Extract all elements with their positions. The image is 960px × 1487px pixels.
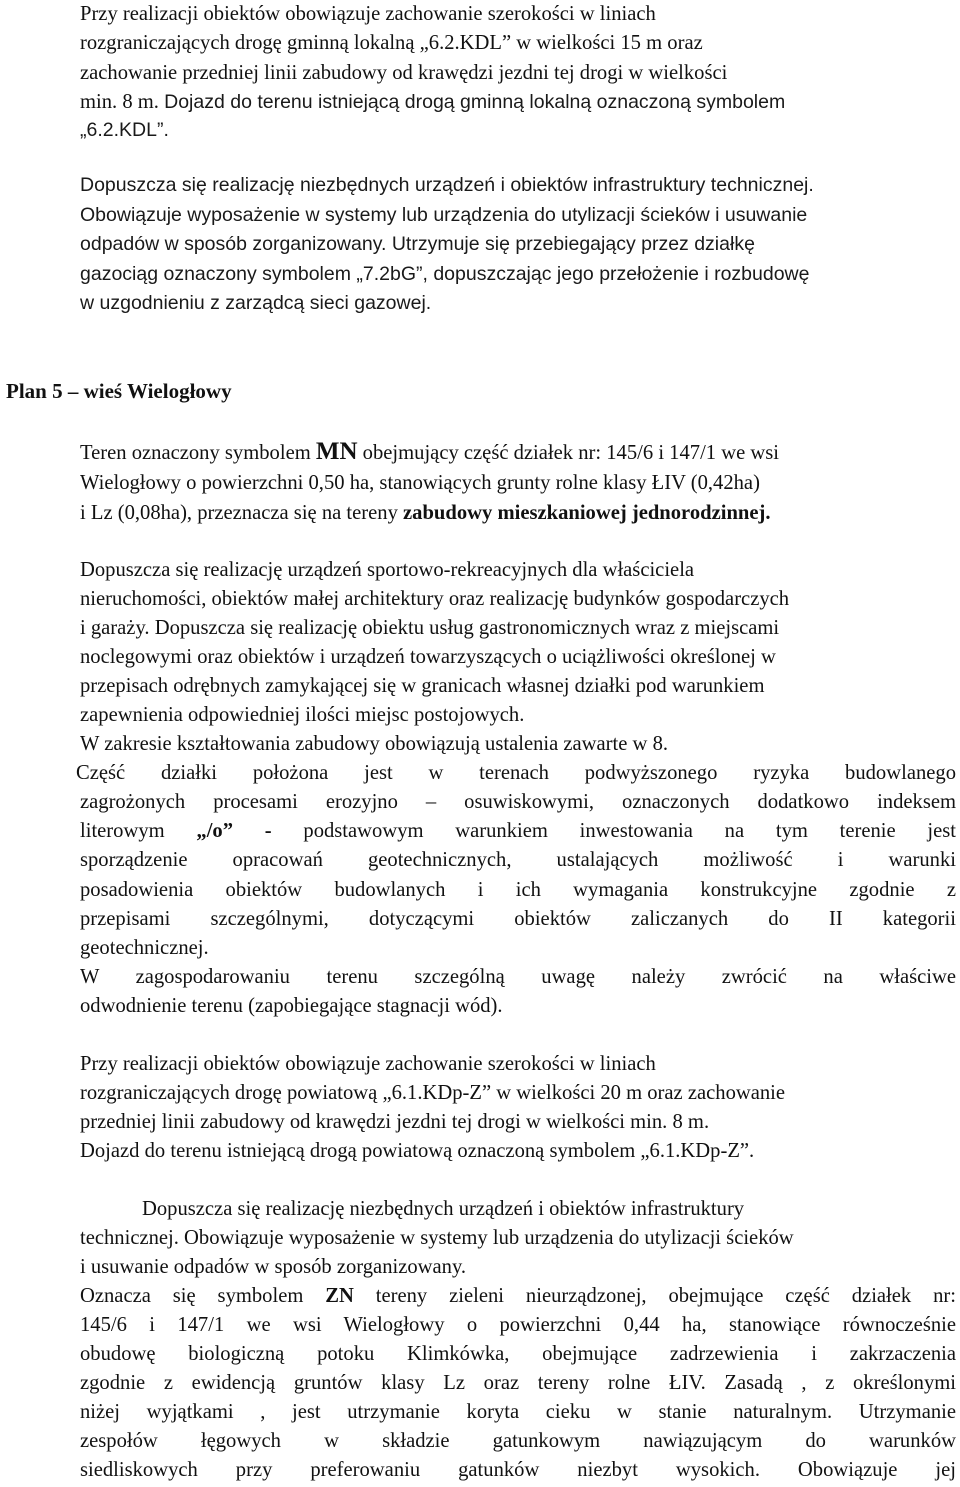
text-line: „6.2.KDL”. (80, 119, 169, 141)
text-line: posadowienia obiektów budowlanych i ich wymagania konstrukcyjne zgodnie z (80, 879, 956, 901)
symbol-mn: MN (315, 438, 358, 465)
text-span: Oznacza się symbolem (80, 1285, 326, 1307)
text-line: Dopuszcza się realizację niezbędnych urządzeń i obiektów infrastruktury technicznej. (80, 174, 814, 196)
text-line: zachowanie przedniej linii zabudowy od krawędzi jezdni tej drogi w wielkości (80, 62, 728, 84)
text-line (80, 235, 755, 255)
text-line (80, 92, 785, 113)
text-line: przedniej linii zabudowy od krawędzi jezdni tej drogi w wielkości min. 8 m. (80, 1111, 710, 1133)
text-line: siedliskowych przy preferowaniu gatunków niezbyt wysokich. Obowiązuje jej (80, 1459, 956, 1481)
text-line: Wielogłowy o powierzchni 0,50 ha, stanowiących grunty rolne klasy ŁIV (0,42ha) (80, 472, 760, 494)
text-line: Część działki położona jest w terenach podwyższonego ryzyka budowlanego (76, 762, 956, 784)
text-span: obejmujący część działek nr: 145/6 i 147/1 we wsi (357, 442, 780, 464)
text-line: technicznej. Obowiązuje wyposażenie w systemy lub urządzenia do utylizacji ścieków (80, 1227, 794, 1249)
text-line: zespołów łęgowych w składzie gatunkowym nawiązującym do warunków (80, 1430, 956, 1452)
text-line: Przy realizacji obiektów obowiązuje zachowanie szerokości w liniach (80, 3, 656, 25)
text-span: Utrzymuje się przebiegający przez działkę (391, 233, 755, 255)
text-line: Przy realizacji obiektów obowiązuje zachowanie szerokości w liniach (80, 1053, 656, 1075)
text-line: rozgraniczających drogę gminną lokalną „6.2.KDL” w wielkości 15 m oraz (80, 32, 703, 54)
text-line: przepisach odrębnych zamykającej się w granicach własnej działki pod warunkiem (80, 675, 765, 697)
text-line (80, 503, 771, 524)
text-span: min. 8 m. (80, 91, 165, 113)
text-line: zapewnienia odpowiedniej ilości miejsc postojowych. (80, 704, 525, 726)
text-line: noclegowymi oraz obiektów i urządzeń towarzyszących o uciążliwości określonej w (80, 646, 776, 668)
text-line: geotechnicznej. (80, 937, 209, 959)
text-line (80, 821, 956, 842)
text-line: przepisami szczególnymi, dotyczącymi obiektów zaliczanych do II kategorii (80, 908, 956, 930)
text-line: Obowiązuje wyposażenie w systemy lub urządzenia do utylizacji ścieków i usuwanie (80, 204, 808, 226)
text-span: odpadów w sposób zorganizowany. (80, 233, 392, 255)
text-line: obudowę biologiczną potoku Klimkówka, obejmujące zadrzewienia i zakrzaczenia (80, 1343, 956, 1365)
text-line: i usuwanie odpadów w sposób zorganizowany. (80, 1256, 467, 1278)
text-span: tereny zieleni nieurządzonej, obejmujące część działek nr: (353, 1285, 956, 1307)
text-line: 145/6 i 147/1 we wsi Wielogłowy o powierzchni 0,44 ha, stanowiące równocześnie (80, 1314, 956, 1336)
text-span: Dojazd do terenu istniejącą drogą gminną lokalną oznaczoną symbolem (164, 91, 786, 113)
text-line: gazociąg oznaczony symbolem „7.2bG”, dopuszczając jego przełożenie i rozbudowę (80, 263, 810, 285)
section-heading: Plan 5 – wieś Wielogłowy (6, 379, 232, 403)
text-line: niżej wyjątkami , jest utrzymanie koryta cieku w stanie naturalnym. Utrzymanie (80, 1401, 956, 1423)
text-line: Dopuszcza się realizację niezbędnych urządzeń i obiektów infrastruktury (142, 1198, 745, 1220)
text-line: sporządzenie opracowań geotechnicznych, ustalających możliwość i warunki (80, 849, 956, 871)
text-line: W zagospodarowaniu terenu szczególną uwagę należy zwrócić na właściwe (80, 966, 956, 988)
text-line (80, 1286, 956, 1307)
text-line (80, 439, 779, 464)
text-line: zagrożonych procesami erozyjno – osuwiskowymi, oznaczonych dodatkowo indeksem (80, 791, 956, 813)
text-line: W zakresie kształtowania zabudowy obowiązują ustalenia zawarte w 8. (80, 733, 669, 755)
text-span-bold: zabudowy mieszkaniowej jednorodzinnej. (403, 502, 771, 524)
text-span: podstawowym warunkiem inwestowania na tym terenie jest (271, 820, 957, 842)
symbol-zn: ZN (325, 1285, 354, 1307)
text-line: Dopuszcza się realizację urządzeń sportowo-rekreacyjnych dla właściciela (80, 559, 695, 581)
text-line: nieruchomości, obiektów małej architektury oraz realizację budynków gospodarczych (80, 588, 790, 610)
text-span: Teren oznaczony symbolem (80, 442, 316, 464)
text-line: zgodnie z ewidencją gruntów klasy Lz oraz tereny rolne ŁIV. Zasadą , z określonymi (80, 1372, 956, 1394)
text-line: odwodnienie terenu (zapobiegające stagnacji wód). (80, 995, 503, 1017)
text-line: Dojazd do terenu istniejącą drogą powiatową oznaczoną symbolem „6.1.KDp-Z”. (80, 1140, 755, 1162)
text-span-bold: „/o” - (196, 820, 272, 842)
text-line: w uzgodnieniu z zarządcą sieci gazowej. (80, 292, 432, 314)
text-span: literowym (80, 820, 197, 842)
text-span: i Lz (0,08ha), przeznacza się na tereny (80, 502, 404, 524)
text-line: i garaży. Dopuszcza się realizację obiektu usług gastronomicznych wraz z miejscami (80, 617, 780, 639)
text-line: rozgraniczających drogę powiatową „6.1.KDp-Z” w wielkości 20 m oraz zachowanie (80, 1082, 786, 1104)
